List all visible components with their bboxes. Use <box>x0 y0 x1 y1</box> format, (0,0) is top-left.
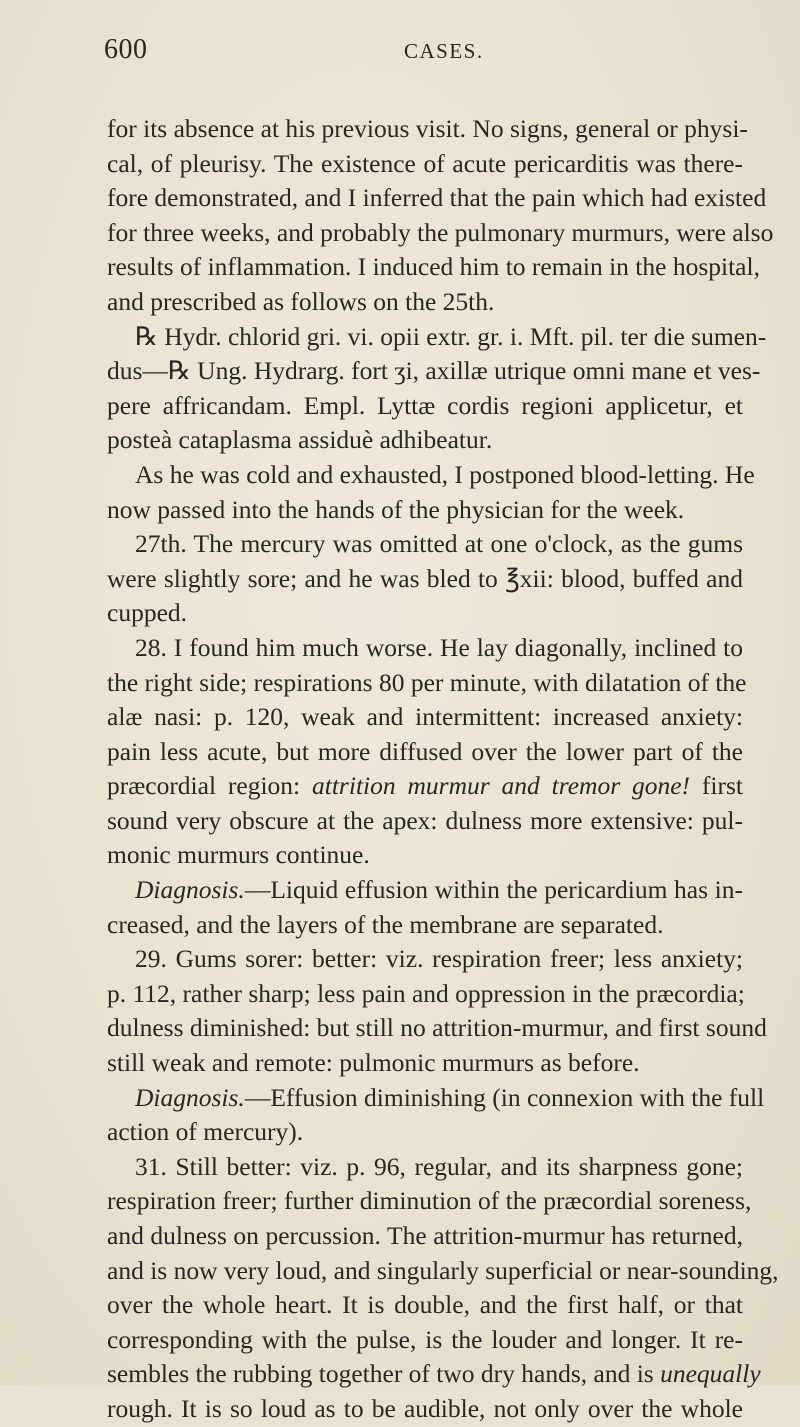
text-line: 27th. The mercury was omitted at one o'clock, as the gums <box>135 529 743 559</box>
text-line: dulness diminished: but still no attrition-murmur, and first sound <box>107 1013 767 1043</box>
text-line: dus—℞ Ung. Hydrarg. fort ʒi, axillæ utrique omni mane et ves- <box>107 356 761 386</box>
text-line: for three weeks, and probably the pulmonary murmurs, were also <box>107 217 774 247</box>
text-line: 28. I found him much worse. He lay diagonally, inclined to <box>135 632 743 662</box>
text-line: sound very obscure at the apex: dulness more extensive: pul- <box>107 805 743 835</box>
text-line: cal, of pleurisy. The existence of acute pericarditis was there- <box>107 148 743 178</box>
text-line: pain less acute, but more diffused over the lower part of the <box>107 736 743 766</box>
text-line: monic murmurs continue. <box>107 840 370 870</box>
text-line: results of inflammation. I induced him to remain in the hospital, <box>107 252 760 282</box>
text-line: and dulness on percussion. The attrition-murmur has returned, <box>107 1221 743 1250</box>
text-line: corresponding with the pulse, is the louder and longer. It re- <box>107 1324 743 1354</box>
text-line: fore demonstrated, and I inferred that the pain which had existed <box>107 183 767 213</box>
text-line: respiration freer; further diminution of the præcordial soreness, <box>107 1186 752 1216</box>
text-line: cupped. <box>107 598 188 628</box>
text-line: action of mercury). <box>107 1117 304 1147</box>
text-line: over the whole heart. It is double, and the first half, or that <box>107 1290 743 1320</box>
text-line: creased, and the layers of the membrane are separated. <box>107 909 664 939</box>
text-line: for its absence at his previous visit. No signs, general or physi- <box>107 114 748 143</box>
text-line: rough. It is so loud as to be audible, not only over the whole <box>107 1393 743 1423</box>
text-line: still weak and remote: pulmonic murmurs as before. <box>107 1048 640 1078</box>
text-line: As he was cold and exhausted, I postponed blood-letting. He <box>135 459 755 489</box>
page-number: 600 <box>104 34 148 65</box>
text-line: now passed into the hands of the physician for the week. <box>107 494 685 524</box>
text-line: 29. Gums sorer: better: viz. respiration freer; less anxiety; <box>135 944 743 974</box>
body-text <box>107 112 779 1427</box>
text-line: pere affricandam. Empl. Lyttæ cordis regioni applicetur, et <box>107 390 743 420</box>
text-line: sembles the rubbing together of two dry hands, and is unequally <box>107 1359 761 1389</box>
running-head <box>104 34 760 70</box>
text-line: Diagnosis.—Liquid effusion within the pericardium has in- <box>135 875 743 905</box>
text-line: ℞ Hydr. chlorid gri. vi. opii extr. gr. i. Mft. pil. ter die sumen- <box>135 321 767 351</box>
text-line: Diagnosis.—Effusion diminishing (in connexion with the full <box>135 1082 765 1112</box>
text-line: posteà cataplasma assiduè adhibeatur. <box>107 425 493 455</box>
text-line: 31. Still better: viz. p. 96, regular, and its sharpness gone; <box>135 1151 743 1181</box>
text-line: the right side; respirations 80 per minute, with dilatation of the <box>107 667 747 697</box>
text-line: alæ nasi: p. 120, weak and intermittent: increased anxiety: <box>107 702 743 732</box>
text-line: and prescribed as follows on the 25th. <box>107 286 495 316</box>
text-line: and is now very loud, and singularly superficial or near-sounding, <box>107 1255 779 1285</box>
text-line: p. 112, rather sharp; less pain and oppression in the præcordia; <box>107 978 745 1008</box>
running-title: CASES. <box>404 39 484 63</box>
text-line: præcordial region: attrition murmur and tremor gone! first <box>107 771 743 801</box>
text-line: were slightly sore; and he was bled to ℥xii: blood, buffed and <box>107 563 743 593</box>
